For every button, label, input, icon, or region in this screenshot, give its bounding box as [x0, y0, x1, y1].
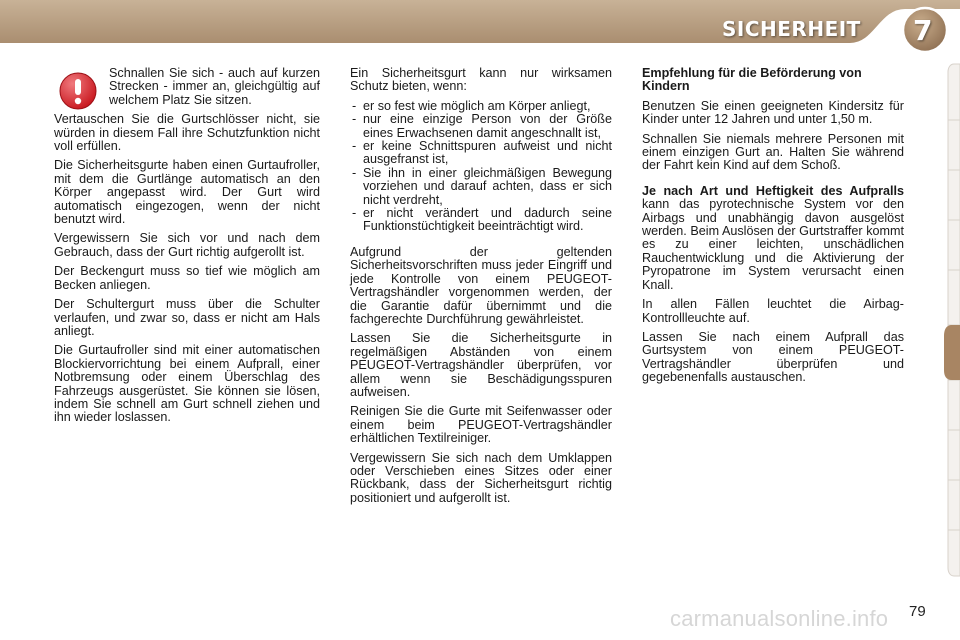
page-number: 79 — [909, 603, 926, 620]
paragraph: Ein Sicherheitsgurt kann nur wirksamen Schutz bieten, wenn: — [350, 66, 612, 94]
paragraph: Schnallen Sie niemals mehrere Personen mit einem einzigen Gurt an. Halten Sie während der Fahrt kein Kind auf dem Schoß. — [642, 131, 904, 173]
paragraph: Lassen Sie nach einem Aufprall das Gurtsystem von einem PEUGEOT-Vertragshändler überprüfen und gegebenenfalls austauschen. — [642, 329, 904, 385]
paragraph: Die Gurtaufroller sind mit einer automatischen Blockiervorrichtung bei einem Aufprall, einer Notbremsung oder einem Überschlag des Fahrzeugs ausgerüstet. Sie können sie lösen, indem Sie schnell am Gurt schnell ziehen und ihn wieder loslassen. — [54, 343, 320, 425]
watermark: carmanualsonline.info — [670, 606, 889, 631]
column-left — [54, 67, 320, 431]
warning-note — [54, 67, 320, 107]
chapter-title: SICHERHEIT — [722, 17, 861, 41]
paragraph-text: kann das pyrotechnische System vor den Airbags und unabhängig davon ausgelöst werden. Beim Auslösen der Gurtstraffer kommt es zu einer leichten, unschädlichen Rauchentwicklung und die Aktivierung der Pyropatrone im System verursacht einen Knall. — [642, 197, 904, 292]
paragraph — [642, 185, 904, 292]
chapter-tabs — [920, 60, 960, 580]
column-middle — [350, 67, 612, 511]
condition-list — [350, 100, 612, 234]
paragraph: Aufgrund der geltenden Sicherheitsvorschriften muss jeder Eingriff und jede Kontrolle von einem PEUGEOT-Vertragshändler vorgenommen werden, der die Garantie dafür übernimmt und die fachgerechte Durchführung gewährleistet. — [350, 244, 612, 326]
paragraph: Vertauschen Sie die Gurtschlösser nicht, sie würden in diesem Fall ihre Schutzfunktion nicht voll erfüllen. — [54, 112, 320, 154]
exclamation-warning-icon — [58, 71, 98, 111]
active-chapter-tab[interactable] — [944, 325, 960, 380]
warning-text: Schnallen Sie sich - auch auf kurzen Strecken - immer an, gleichgültig auf welchem Platz Sie sitzen. — [109, 66, 320, 107]
chapter-number: 7 — [913, 14, 933, 47]
section-heading: Empfehlung für die Beförderung von Kindern — [642, 66, 862, 94]
column-right — [642, 67, 904, 391]
list-item: - Sie ihn in einer gleichmäßigen Bewegung vorziehen und darauf achten, dass er sich nicht verdreht, — [350, 167, 612, 207]
paragraph: Lassen Sie die Sicherheitsgurte in regelmäßigen Abständen von einem PEUGEOT-Vertragshändler überprüfen, vor allem wenn sie Beschädigungsspuren aufweisen. — [350, 331, 612, 399]
emphasis-text: Je nach Art und Heftigkeit des Aufpralls — [642, 183, 904, 198]
list-item: - nur eine einzige Person von der Größe eines Erwachsenen damit angeschnallt ist, — [350, 113, 612, 140]
list-item: - er so fest wie möglich am Körper anliegt, — [350, 100, 612, 113]
list-item: - er nicht verändert und dadurch seine Funktionstüchtigkeit beeinträchtigt wird. — [350, 207, 612, 234]
paragraph: Der Beckengurt muss so tief wie möglich am Becken anliegen. — [54, 264, 320, 292]
paragraph: Der Schultergurt muss über die Schulter verlaufen, und zwar so, dass er nicht am Hals anliegt. — [54, 297, 320, 338]
chapter-header — [0, 0, 960, 58]
paragraph: Vergewissern Sie sich nach dem Umklappen oder Verschieben eines Sitzes oder einer Rückbank, dass der Sicherheitsgurt richtig positioniert und aufgerollt ist. — [350, 450, 612, 505]
paragraph: Die Sicherheitsgurte haben einen Gurtaufroller, mit dem die Gurtlänge automatisch an den Körper angepasst wird. Der Gurt wird automatisch eingezogen, wenn der nicht benutzt wird. — [54, 158, 320, 227]
list-item: - er keine Schnittspuren aufweist und nicht ausgefranst ist, — [350, 140, 612, 167]
paragraph: In allen Fällen leuchtet die Airbag-Kontrollleuchte auf. — [642, 297, 904, 325]
paragraph: Benutzen Sie einen geeigneten Kindersitz für Kinder unter 12 Jahren und unter 1,50 m. — [642, 98, 904, 127]
paragraph: Reinigen Sie die Gurte mit Seifenwasser oder einem beim PEUGEOT-Vertragshändler erhältlichen Textilreiniger. — [350, 404, 612, 446]
paragraph: Vergewissern Sie sich vor und nach dem Gebrauch, dass der Gurt richtig aufgerollt ist. — [54, 231, 320, 259]
